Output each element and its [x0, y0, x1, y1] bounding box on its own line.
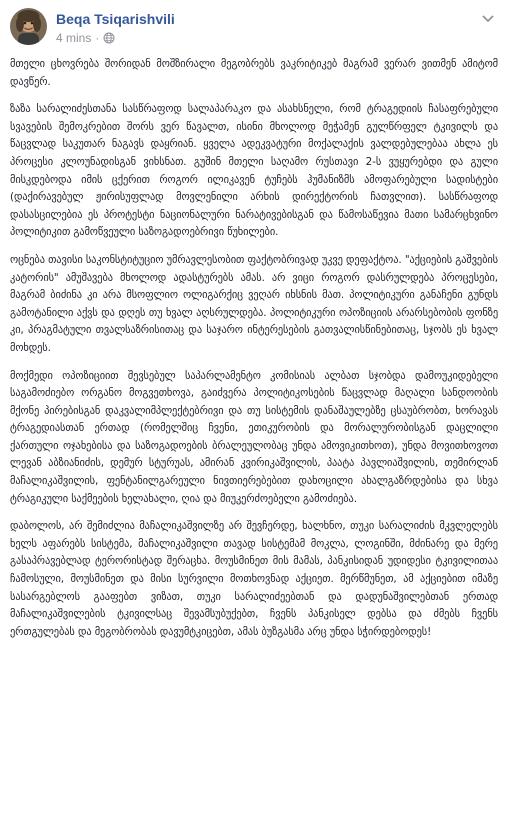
chevron-down-icon[interactable] [482, 14, 494, 24]
post-paragraph: დაბოლოს, არ შემიძლია მაჩალიკაშვილზე არ შევჩერდე, ხალხნო, თუკი სარალიძის მკვლელებს ხელს აფარებს სისტემა, მაჩალიკაშვილი თავად სისტემამ მოკლა, ლოგინში, მძინარე და მერე გასაპრავებლად ტერორისტად შერაცხა. მოუსმინეთ მის მამას, პანკისიდან უდიდესი ტკივილითაა ჩამოსული, მოუსმინეთ და მისი სურვილი მოთხოვნად აქციეთ. მერწმუნეთ, ამ აქციებით იმაზე სასარგებლოს გააფებთ ვიზათ, თუკი სარალიძეებთან და დადუნაშვილებთან ერთად მაჩალიკაშვილების ტკივილსაც შევამსუბუქებთ, ჩვენს პანკისელ დებსა და ძმებს ჩვენს ერთგულებას და მეგობრობას დავუმტკიცებთ, ამას ბუზგასმა არც უნდა სჭირდებოდეს! [10, 520, 498, 638]
meta-separator: · [95, 31, 100, 45]
post-paragraph: მოქმედი ოპოზიციით შევსებულ საპარლამენტო კომისიას ალბათ სჯობდა დამოუკიდებელი საგამოძიებო ორგანო მოგვეთხოვა, გაიძვერა პოლიტიკოსების წაცვლად მაღალი სანდოობის მქონე პირებისგან დაკვალიმპლექტებრივი და თუ სისტემის დანაშაულებზე ცსაუბრობთ, ხორავას ტრაგედიასთან ერთად (რომელშიც ჩვენი, ეთიკურობის და მორალურობისგან დაცლილი ქართული ოჯახებისა და საზოგადოების ბრალეულობაც უნდა ამოვიკითხოთ), უნდა მოვითხოვოთ ლევან აბზიანიძის, დემურ სტურუას, ამირან კვირიკაშვილის, პაატა პავლიაშვილის, თემირლან მაჩალიკაშვილის, ფენტანილგარეული ნივთიერებებით დახოცილი ახალგაზრდებისა და სხვა ტრაგიკული საქმეების ხელახალი, ღია და მიუკერძოებელი გამოძიება. [10, 369, 498, 505]
avatar-image [10, 8, 47, 45]
post-timestamp[interactable]: 4 mins [56, 31, 92, 45]
post-header [10, 0, 498, 56]
author-avatar[interactable] [10, 8, 47, 45]
post-paragraph: ოცნება თავისი საკონსტიტუციო უმრავლესობით ფაქტობრივად უკვე დეფაქტოა. "აქციების გაშვების კატორის" ამუშავება მხოლოდ ადასტურებს ამას. არ ვიცი როგორ დასრულდება პროცესები, მაგრამ ბიძინა კი არა მსოფლიო ოლიგარქიც ვეღარ იხსნის მათ. პოლიტიკური განაჩენი გუნდს გამოტანილი აქვს და დღეს თუ ხვალ აღსრულდება. პოლიტიკური ოპოზიციის არარსებობის ფონზე კი, პრაგმატული თვალსაზრისითაც და საჯარო ინტერესების გათვალისწინებითაც, სჯობს ეს ხვალ მოხდეს. [10, 253, 498, 354]
post-paragraph: მთელი ცხოვრება შორიდან მოშზირალი მეგობრებს ვაკრიტიკებ მაგრამ ვერარ ვითმენ ამიტომ დავწერ. [10, 58, 498, 88]
post-body [10, 56, 498, 641]
globe-icon[interactable] [103, 32, 115, 44]
post-meta [56, 31, 115, 45]
post-paragraph: ზაზა სარალიძესთანა სასწრაფოდ სალაპარაკო და ასახსნელი, რომ ტრაგედიის ჩასაფრებული სვავების შემოკრებით შორს ვერ წავალთ, ისინი მხოლოდ მეჭამენ გულწრფელ ტკივილს და წაცვლად საკუთარ ნაგავს დაყრიან. ყველა ადეკვატური მოქალაქის ვალდებულებაა ახლა ეს პროცესი კლოუნადისგან ვიხსნათ. გუშინ მთელი საღამო რუსთავი 2-ს ვუყურებდი და გული მისკდებოდა იმის ცქერით როგორ ილიკავენ ტუჩებს ჰუმანიზმს ამოფარებული სადისტები (დაქირავებულ ჟირისუფლად მოვლენილი არხის დირექტორის ჩათვლით). სასწრაფოდ დასასცილებია ეს პროტესტი ნაციონალური ნარატივებისგან და წამოსაწევია მათი სამარცხვინო პოლიტიკით გამოწვეული საზოგადოებრივი წუხილები. [10, 103, 498, 239]
author-name-link[interactable]: Beqa Tsiqarishvili [56, 11, 175, 27]
